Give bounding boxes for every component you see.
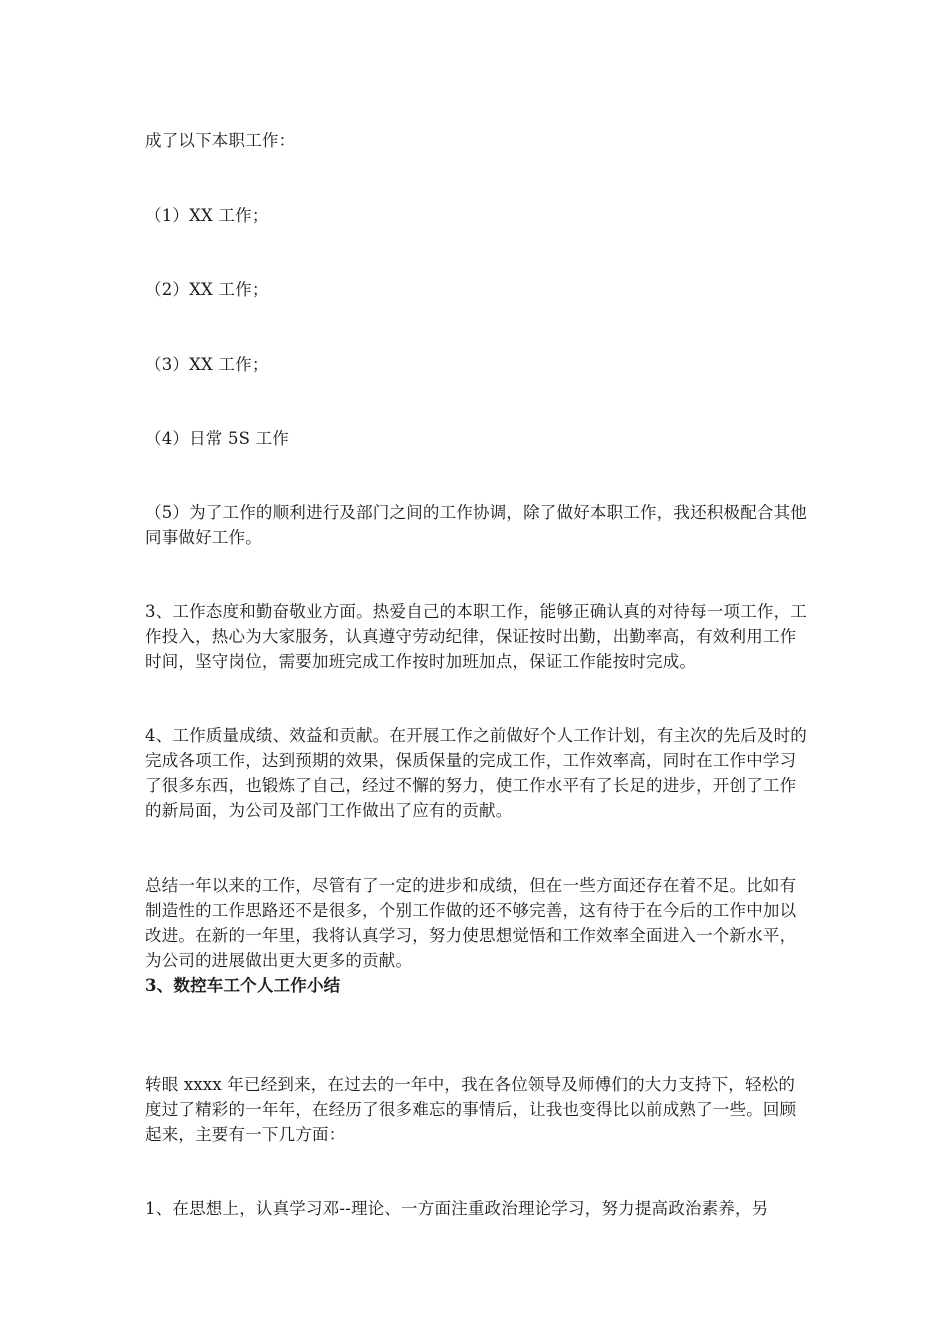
list-item-2: （2）XX 工作； (145, 280, 269, 299)
paragraph-work-quality: 4、工作质量成绩、效益和贡献。在开展工作之前做好个人工作计划，有主次的先后及时的完成各项工作，达到预期的效果，保质保量的完成工作，工作效率高，同时在工作中学习了很多东西，也锻炼了自己，经过不懈的努力，使工作水平有了长足的进步，开创了工作的新局面，为公司及部门工作做出了应有的贡献。 (145, 726, 807, 820)
paragraph-work-attitude: 3、工作态度和勤奋敬业方面。热爱自己的本职工作，能够正确认真的对待每一项工作，工作投入，热心为大家服务，认真遵守劳动纪律，保证按时出勤，出勤率高，有效利用工作时间，坚守岗位，需要加班完成工作按时加班加点，保证工作能按时完成。 (145, 602, 807, 671)
paragraph-year-review: 转眼 xxxx 年已经到来，在过去的一年中，我在各位领导及师傅们的大力支持下，轻松的度过了精彩的一年年，在经历了很多难忘的事情后，让我也变得比以前成熟了一些。回顾起来，主要有一下几方面： (145, 1075, 797, 1144)
list-item-3: （3）XX 工作； (145, 355, 269, 374)
list-item-5: （5）为了工作的顺利进行及部门之间的工作协调，除了做好本职工作，我还积极配合其他同事做好工作。 (145, 503, 807, 547)
paragraph-thought: 1、在思想上，认真学习邓--理论、一方面注重政治理论学习，努力提高政治素养，另 (145, 1199, 769, 1218)
list-item-4: （4）日常 5S 工作 (145, 429, 289, 448)
paragraph-intro: 成了以下本职工作： (145, 131, 296, 150)
list-item-1: （1）XX 工作； (145, 206, 269, 225)
paragraph-summary: 总结一年以来的工作，尽管有了一定的进步和成绩，但在一些方面还存在着不足。比如有制造性的工作思路还不是很多，个别工作做的还不够完善，这有待于在今后的工作中加以改进。在新的一年里，我将认真学习，努力使思想觉悟和工作效率全面进入一个新水平，为公司的进展做出更大更多的贡献。 (145, 876, 797, 970)
section-heading: 3、数控车工个人工作小结 (145, 976, 341, 995)
